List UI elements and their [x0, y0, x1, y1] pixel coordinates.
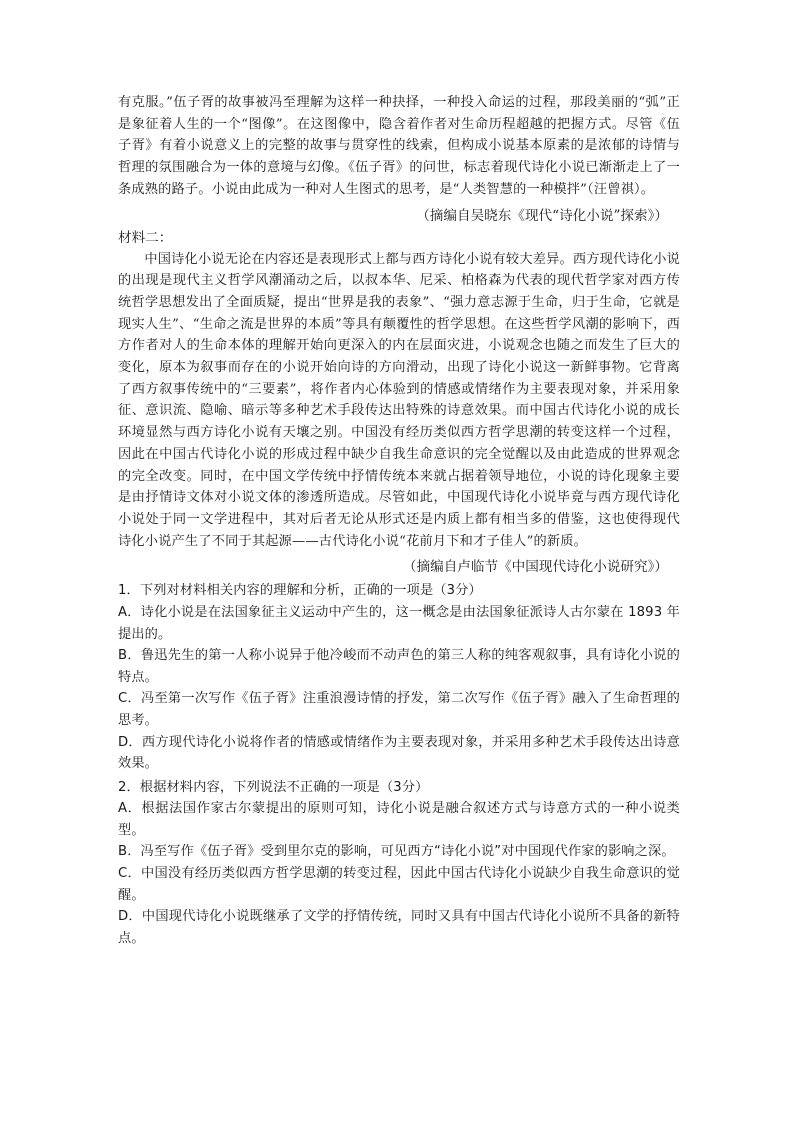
option-a: A．根据法国作家古尔蒙提出的原则可知，诗化小说是融合叙述方式与诗意方式的一种小说类型。	[118, 801, 680, 838]
question-stem: 1．下列对材料相关内容的理解和分析，正确的一项是（3分）	[118, 583, 482, 599]
question-1	[118, 580, 680, 774]
material-two-label: 材料二：	[118, 229, 173, 246]
material-one-source: （摘编自吴晓东《现代“诗化小说”探索》）	[416, 207, 668, 224]
option-d: D．西方现代诗化小说将作者的情感或情绪作为主要表现对象，并采用多种艺术手段传达出诗意效果。	[118, 734, 680, 772]
question-stem: 2．根据材料内容，下列说法不正确的一项是（3分）	[118, 779, 429, 795]
material-one-continuation: 有克服。”伍子胥的故事被冯至理解为这样一种抉择，一种投入命运的过程，那段美丽的“弧”正是象征着人生的一个“图像”。在这图像中，隐含着作者对生命历程超越的把握方式。尽管《伍子胥》有着小说意义上的完整的故事与贯穿性的线索，但构成小说基本原素的是浓郁的诗情与哲理的氛围融合为一体的意境与幻像。《伍子胥》的问世，标志着现代诗化小说已渐渐走上了一条成熟的路子。小说由此成为一种对人生图式的思考，是“人类智慧的一种模拌”（汪曾祺）。	[118, 95, 680, 197]
material-two-body: 中国诗化小说无论在内容还是表现形式上都与西方诗化小说有较大差异。西方现代诗化小说的出现是现代主义哲学风潮涌动之后，以叔本华、尼采、柏格森为代表的现代哲学家对西方传统哲学思想发出了全面质疑，提出“世界是我的表象”、“强力意志源于生命，归于生命，它就是现实人生”、“生命之流是世界的本质”等具有颠覆性的哲学思想。在这些哲学风潮的影响下，西方作者对人的生命本体的理解开始向更深入的内在层面灾进，小说观念也随之而发生了巨大的变化，原本为叙事而存在的小说开始向诗的方向滑动，出现了诗化小说这一新鲜事物。它背离了西方叙事传统中的“三要素”，将作者内心体验到的情感或情绪作为主要表现对象，并采用象征、意识流、隐喻、暗示等多种艺术手段传达出特殊的诗意效果。而中国古代诗化小说的成长环境显然与西方诗化小说有天壤之别。中国没有经历类似西方哲学思潮的转变这样一个过程，因此在中国古代诗化小说的形成过程中缺少自我生命意识的完全觉醒以及由此造成的世界观念的完全改变。同时，在中国文学传统中抒情传统本来就占据着领导地位，小说的诗化现象主要是由抒情诗文体对小说文体的渗透所造成。尽管如此，中国现代诗化小说毕竟与西方现代诗化小说处于同一文学进程中，其对后者无论从形式还是内质上都有相当多的借鉴，这也使得现代诗化小说产生了不同于其起源——古代诗化小说“花前月下和才子佳人”的新质。	[118, 251, 680, 549]
question-2	[118, 777, 680, 950]
option-b: B．冯至写作《伍子胥》受到里尔克的影响，可见西方“诗化小说”对中国现代作家的影响之深。	[118, 844, 675, 860]
option-c: C．中国没有经历类似西方哲学思潮的转变过程，因此中国古代诗化小说缺少自我生命意识的觉醒。	[118, 866, 680, 903]
material-two-source: （摘编自卢临节《中国现代诗化小说研究》）	[402, 559, 668, 576]
option-c: C．冯至第一次写作《伍子胥》注重浪漫诗情的抒发，第二次写作《伍子胥》融入了生命哲理的思考。	[118, 691, 680, 728]
option-d: D．中国现代诗化小说既继承了文学的抒情传统，同时又具有中国古代诗化小说所不具备的新特点。	[118, 909, 680, 946]
option-a: A．诗化小说是在法国象征主义运动中产生的，这一概念是由法国象征派诗人古尔蒙在 1893 年提出的。	[118, 604, 680, 642]
exam-page	[118, 92, 680, 949]
option-b: B．鲁迅先生的第一人称小说异于他冷峻而不动声色的第三人称的纯客观叙事，具有诗化小说的特点。	[118, 648, 680, 685]
